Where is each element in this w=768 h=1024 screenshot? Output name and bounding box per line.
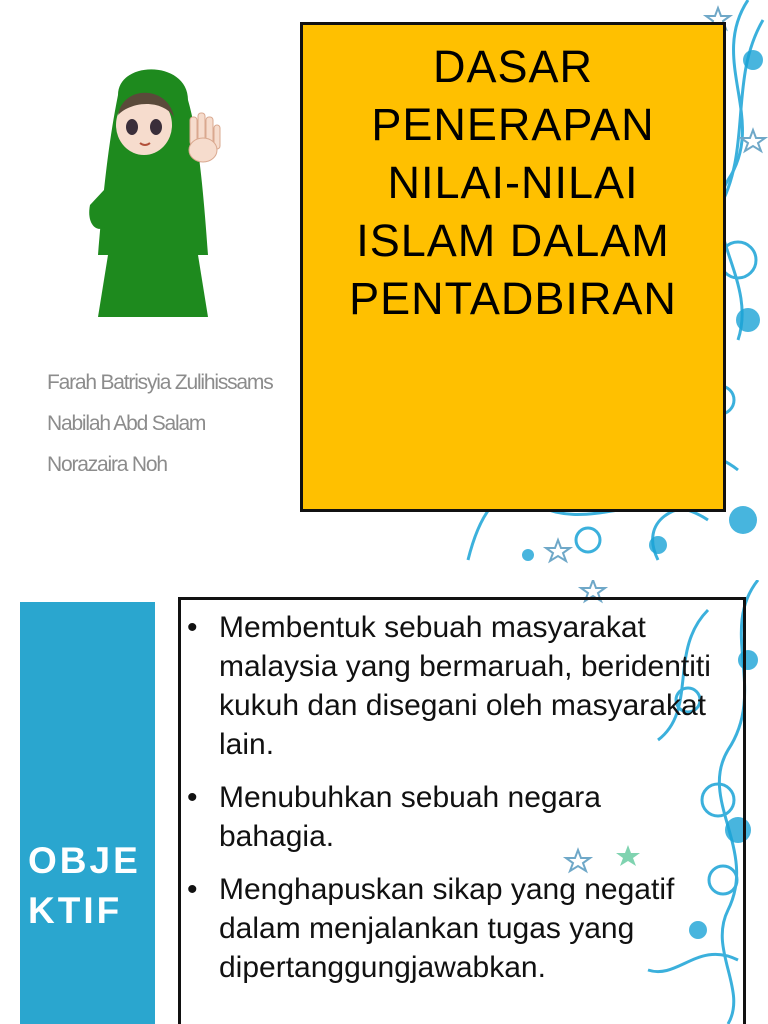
star-icon	[546, 540, 570, 561]
author-name: Norazaira Noh	[47, 453, 167, 476]
bullet-text: Menghapuskan sikap yang negatif dalam menjalankan tugas yang dipertanggungjawabkan.	[219, 873, 675, 984]
title-line: DASAR	[432, 41, 594, 92]
bullet-text: Menubuhkan sebuah negara bahagia.	[219, 781, 601, 853]
title-box	[300, 22, 726, 512]
author-list	[47, 368, 277, 491]
avatar-girl-hijab-waving	[78, 55, 228, 325]
slide-objectives	[0, 580, 768, 1024]
title-line: NILAI-NILAI	[387, 157, 639, 208]
title-line: PENERAPAN	[371, 99, 655, 150]
author-name: Nabilah Abd Salam	[47, 412, 206, 435]
bullet-text: Membentuk sebuah masyarakat malaysia yang bermaruah, beridentiti kukuh dan disegani oleh masyarakat lain.	[219, 611, 711, 761]
objectives-box	[178, 597, 746, 1024]
side-label-line: KTIF	[28, 890, 123, 931]
list-item	[183, 870, 721, 987]
side-label	[28, 836, 141, 936]
bullet-icon: •	[187, 781, 198, 814]
bullet-icon: •	[187, 611, 198, 644]
title-line: ISLAM DALAM	[356, 215, 670, 266]
bullet-icon: •	[187, 873, 198, 906]
list-item	[183, 778, 721, 856]
objective-list	[181, 608, 721, 1001]
side-label-line: OBJE	[28, 840, 141, 881]
objective-side-panel	[20, 602, 155, 1024]
author-name: Farah Batrisyia Zulihissams	[47, 371, 273, 394]
title-line: PENTADBIRAN	[349, 273, 677, 324]
star-icon	[741, 130, 765, 151]
list-item	[183, 608, 721, 764]
